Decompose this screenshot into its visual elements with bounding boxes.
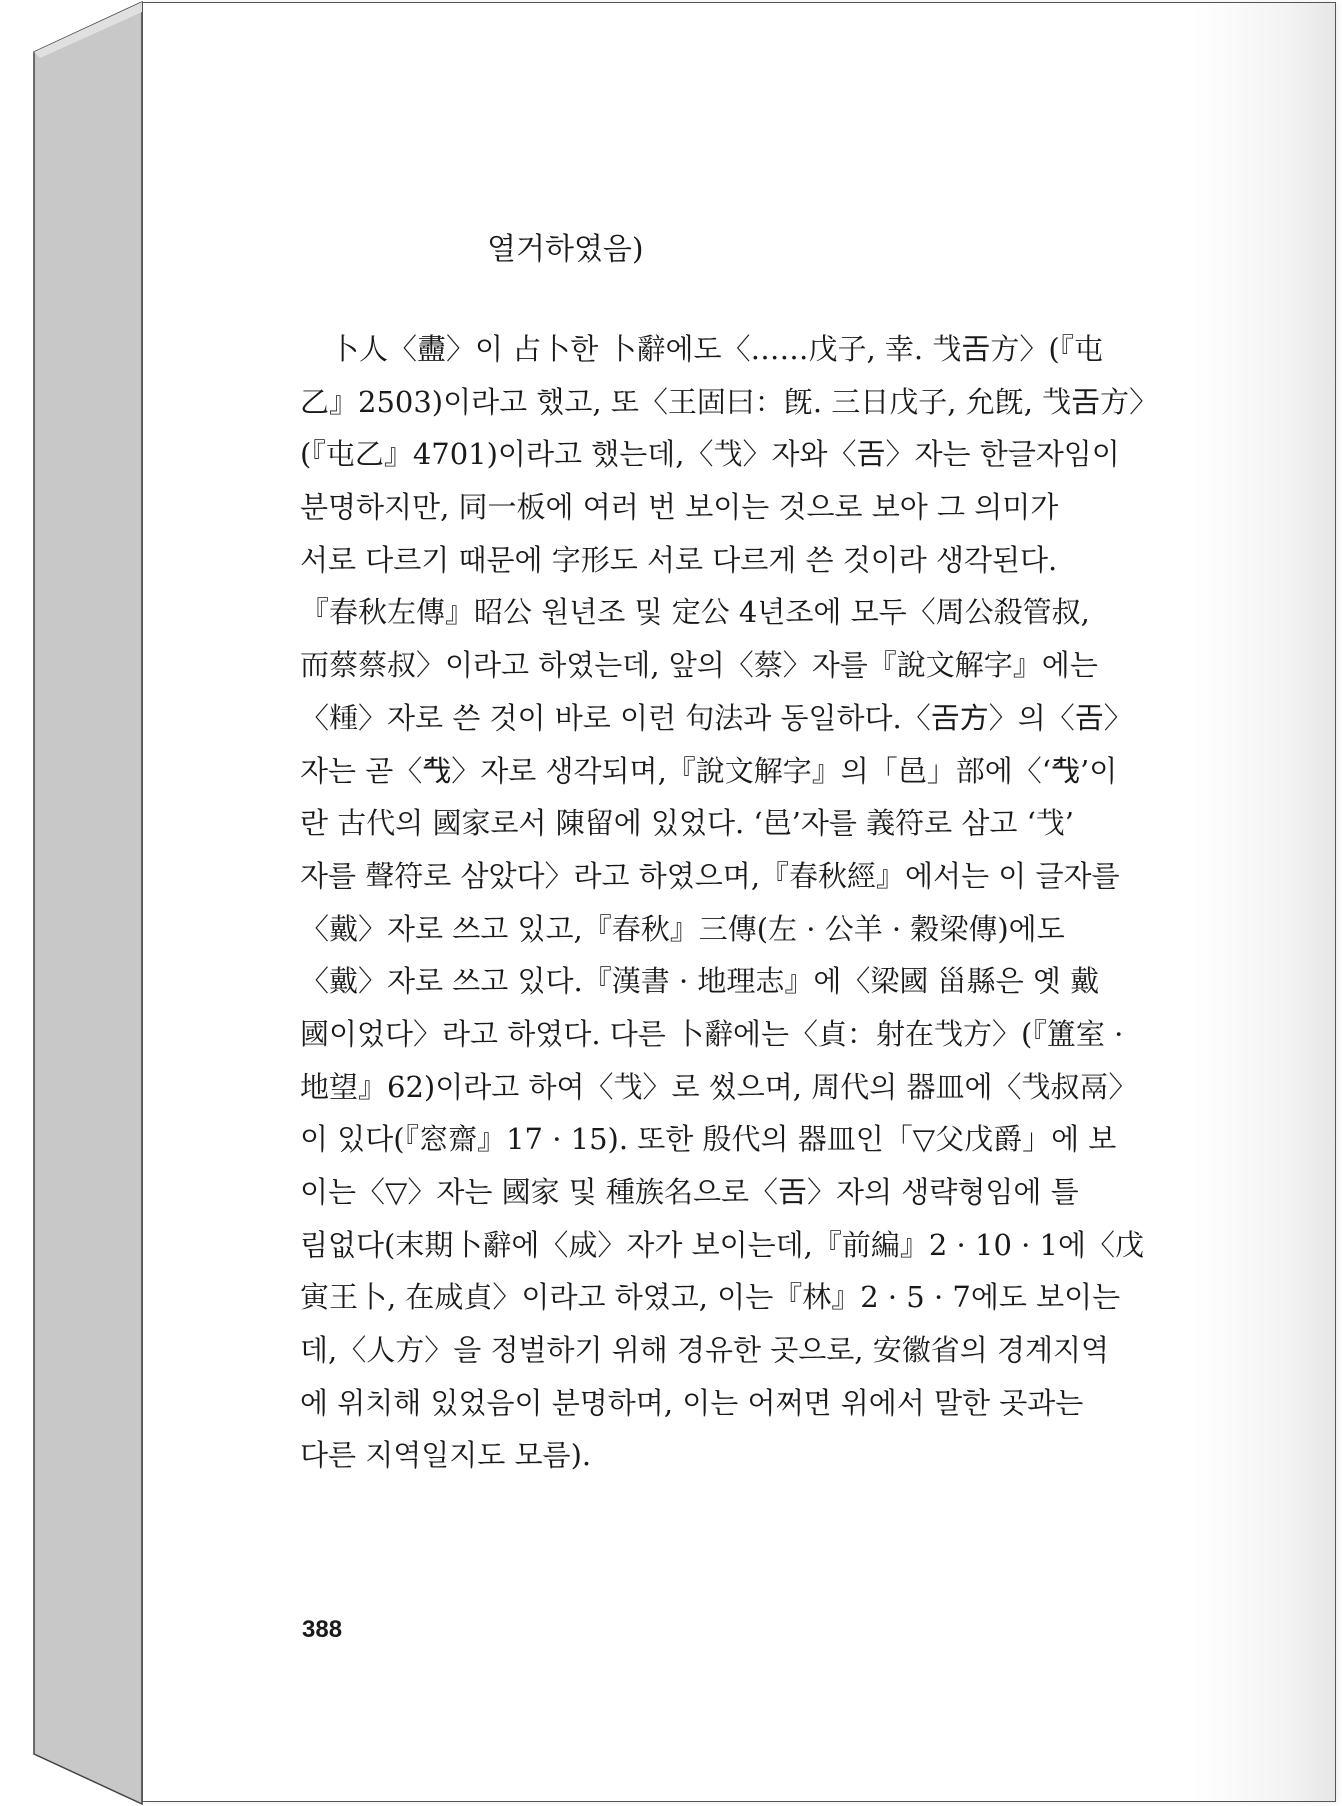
text-line: 乙』2503)이라고 했고, 또〈王固曰：旣. 三日戊子, 允旣, 𢦏𢀛方〉 bbox=[300, 384, 1159, 419]
text-line: 而蔡蔡叔〉이라고 하였는데, 앞의〈蔡〉자를『說文解字』에는 bbox=[300, 648, 1098, 683]
body-paragraph bbox=[300, 323, 1200, 1482]
text-line: (『屯乙』4701)이라고 했는데,〈𢦏〉자와〈𢀛〉자는 한글자임이 bbox=[300, 437, 1120, 472]
text-line: 地望』62)이라고 하여〈𢦏〉로 썼으며, 周代의 器皿에〈𢦏叔鬲〉 bbox=[300, 1069, 1138, 1104]
text-line: 자는 곧〈𢦔〉자로 생각되며,『說文解字』의「邑」部에〈‘𢦔’이 bbox=[300, 753, 1118, 788]
continued-line: 열거하였음) bbox=[487, 232, 644, 267]
text-line: 분명하지만, 同一板에 여러 번 보이는 것으로 보아 그 의미가 bbox=[300, 490, 1059, 525]
text-line: 卜人〈䀌〉이 占卜한 卜辭에도〈……戊子, 幸. 𢦏𢀛方〉(『屯 bbox=[330, 332, 1104, 366]
text-line: 림없다(末期卜辭에〈𢦓〉자가 보이는데,『前編』2 · 10 · 1에〈戊 bbox=[300, 1227, 1145, 1262]
text-line: 에 위치해 있었음이 분명하며, 이는 어쩌면 위에서 말한 곳과는 bbox=[300, 1385, 1084, 1420]
text-line: 다른 지역일지도 모름). bbox=[300, 1438, 592, 1473]
text-line: 『春秋左傳』昭公 원년조 및 定公 4년조에 모두〈周公殺管叔, bbox=[300, 595, 1090, 630]
text-line: 〈𥻝〉자로 쓴 것이 바로 이런 句法과 동일하다.〈𢀛方〉의〈𢀛〉 bbox=[300, 700, 1133, 735]
text-line: 〈戴〉자로 쓰고 있고,『春秋』三傳(左 · 公羊 · 穀梁傳)에도 bbox=[300, 911, 1065, 946]
text-line: 데,〈人方〉을 정벌하기 위해 경유한 곳으로, 安徽省의 경계지역 bbox=[300, 1333, 1110, 1368]
text-line: 寅王卜, 在𢦓貞〉이라고 하였고, 이는『林』2 · 5 · 7에도 보이는 bbox=[300, 1280, 1121, 1315]
text-line: 〈戴〉자로 쓰고 있다.『漢書 · 地理志』에〈梁國 甾縣은 옛 戴 bbox=[300, 964, 1100, 999]
text-line: 이는〈▽〉자는 國家 및 種族名으로〈𢀛〉자의 생략형임에 틀 bbox=[300, 1175, 1079, 1209]
text-line: 이 있다(『窓齋』17 · 15). 또한 殷代의 器皿인「▽父戊爵」에 보 bbox=[300, 1122, 1117, 1157]
text-line: 國이었다〉라고 하였다. 다른 卜辭에는〈貞：射在𢦏方〉(『簠室 · bbox=[300, 1016, 1124, 1051]
text-line: 란 古代의 國家로서 陳留에 있었다. ‘邑’자를 義符로 삼고 ‘𢦏’ bbox=[300, 806, 1075, 841]
text-line: 자를 聲符로 삼았다〉라고 하였으며,『春秋經』에서는 이 글자를 bbox=[300, 858, 1120, 893]
page-number: 388 bbox=[302, 1616, 343, 1643]
text-line: 서로 다르기 때문에 字形도 서로 다르게 쓴 것이라 생각된다. bbox=[300, 542, 1058, 577]
